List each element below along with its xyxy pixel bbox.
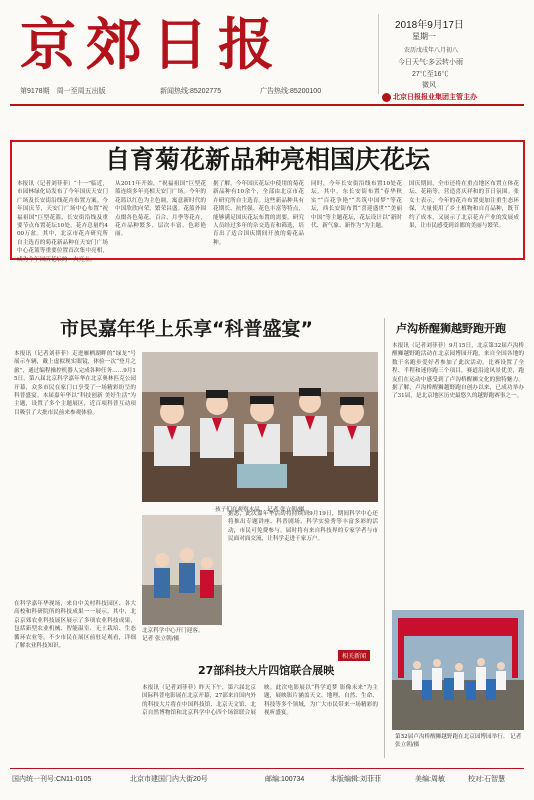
ad-phone: 广告热线:85200100 bbox=[260, 88, 322, 95]
weekday: 星期一 bbox=[412, 32, 436, 41]
lunar-date: 农历戊戌年八月初八 bbox=[404, 48, 459, 54]
lead-story-col4: 同时，今年长安街沿线布置10处花坛。其中，东长安街布置“春华秋实”“百花争艳”“共筑中国梦”等花坛，西长安街布置“喜迎盛世”“美丽中国”等主题花坛，花坛设计以“新时代、新气象、新作为”为主题。 bbox=[311, 181, 402, 230]
masthead-divider bbox=[378, 14, 379, 94]
run-photo bbox=[392, 610, 524, 730]
kids-crystal-photo bbox=[142, 352, 378, 502]
science-center-photo bbox=[142, 515, 222, 625]
masthead-rule bbox=[10, 104, 524, 106]
story2-col2: 在科学嘉年华现场，来自中关村科技园区、各大高校和科研院所的科技成果一一展示。其中，北京京郊农业科技展区展示了多项农业科技成果，包括新型农业机械、智能温室、无土栽培、生态循环农业等。不少市民在展区前驻足观看，详细了解农业科技知识。 bbox=[14, 601, 136, 650]
story4-headline: 27部科技大片四馆联合展映 bbox=[198, 664, 335, 677]
publisher-logo-icon bbox=[382, 93, 391, 102]
lead-story-col2: 从2011年开始，“祝福祖国”巨型花篮连续多年亮相天安门广场。今年的花篮以红色为主色调，寓意新时代的中国欣欣向荣、繁荣昌盛。花篮外围点缀各色菊花、百合、月季等花卉，花卉品种繁多、层次丰富、色彩艳丽。 bbox=[115, 181, 206, 238]
newsroom-phone: 新闻热线:85202775 bbox=[160, 88, 222, 95]
story3-headline: 卢沟桥醒狮越野跑开跑 bbox=[396, 322, 506, 335]
lead-story-col3: 据了解，今年国庆花坛中使用的菊花新品种有10余个，全部由北京市花卉研究所自主选育。这些新品种具有花期长、抗性强、花色丰富等特点，能够满足国庆花坛布置的需要。研究人员经过多年的杂交选育和筛选，培育出了适合国庆期间开放的菊花品种。 bbox=[213, 181, 304, 246]
story2-col3: 据悉，此次嘉年华活动将持续到9月19日，期间科学中心还将推出专题讲座、科普剧场、科学实验秀等丰富多彩的活动，市民可免费参与。届时将有来自科技界的专家学者与市民面对面交流，让科学走进千家万户。 bbox=[228, 511, 378, 543]
publisher-label: 北京日报报业集团主管主办 bbox=[393, 94, 477, 101]
story2-col1: 本报讯（记者刘菲菲）走进雁栖湖畔的“绿龙”号展示车辆，戴上虚拟现实眼镜，体验一次“登月之旅”，通过编程操控机器人完成各种任务……9月15日，第八届北京科学嘉年华在北京奥林匹克公园开幕，众多市民在家门口享受了一场精彩纷呈的科普盛宴。本届嘉年华以“科技创新 美好生活”为主题，设置了多个主题展区，近百项科普互动项目吸引了大批市民前来参观体验。 bbox=[14, 351, 136, 416]
footer-address: 北京市建国门内大街20号 bbox=[130, 776, 208, 783]
newspaper-title: 京郊日报 bbox=[20, 12, 284, 78]
story2-caption1: 孩子们在观察水晶。 记者 张立朝/摄 bbox=[215, 507, 305, 513]
story3-body: 本报讯（记者刘菲菲）9月15日，北京第32届卢沟桥醒狮越野跑活动在北京园博园开跑，来自全国各地的数千名跑步爱好者参加了此次活动。比赛设置了全程、半程和迷你跑三个项目，赛道沿途风景优美，跑友们在运动中感受到了卢沟桥醒狮文化的独特魅力。据了解，卢沟桥醒狮越野跑自创办以来，已成功举办了31届，是北京地区历史最悠久的越野跑赛事之一。 bbox=[392, 343, 524, 400]
publisher bbox=[382, 92, 477, 102]
footer-art-editor: 美编:周敏 bbox=[415, 776, 445, 783]
related-news-tag: 相关新闻 bbox=[338, 650, 370, 661]
weather: 今日天气:多云转小雨 bbox=[398, 59, 463, 66]
footer-proofreader: 校对:石智慧 bbox=[468, 776, 505, 783]
footer-issn: 国内统一刊号:CN11-0105 bbox=[12, 776, 92, 783]
story2-caption2: 北京科学中心开门迎客。 记者 张立朝/摄 bbox=[142, 628, 204, 642]
lead-story-col1: 本报讯（记者刘菲菲）“十一”临近，市园林绿化局发布了今年国庆天安门广场及长安街沿线花卉布置方案。今年国庆节，天安门广场中心布置“祝福祖国”巨型花篮，长安街沿线及重要节点布置花坛10处，花卉总量约400万盆。其中，北京市花卉研究所自主选育的菊花新品种在天安门广场中心花篮等重要位置首次集中亮相，成为今年国庆花坛的一大亮点。 bbox=[17, 181, 108, 263]
story3-caption: 第32届卢沟桥醒狮越野跑在北京园博园举行。 记者 张立朝/摄 bbox=[395, 734, 522, 748]
lead-headline: 自育菊花新品种亮相国庆花坛 bbox=[104, 145, 430, 174]
wind: 微风 bbox=[422, 82, 436, 89]
column-divider bbox=[384, 318, 385, 758]
footer-chief-editor: 本版编辑:刘菲菲 bbox=[330, 776, 381, 783]
footer-rule bbox=[10, 768, 524, 769]
lead-story-col5: 国庆期间，全市还将在重点地区布置立体花坛、花箱等，营造喜庆祥和的节日氛围。张女士表示，今年的花卉布置更加注重生态环保，大量使用了乡土植物和自育品种，既节约了成本，又展示了北京花卉产业的发展成果，让市民感受到首都的美丽与繁荣。 bbox=[409, 181, 519, 230]
issue-line: 第9178期 周一至周五出版 bbox=[20, 88, 106, 95]
story2-headline: 市民嘉年华上乐享“科普盛宴” bbox=[60, 318, 313, 340]
issue-date: 2018年9月17日 bbox=[395, 20, 464, 31]
temperature: 27℃至16℃ bbox=[412, 71, 449, 78]
story4-body: 本报讯（记者刘菲菲）昨天下午，第六届北京国际科普电影展在北京开幕，27部来自国内外的科技大片将在中国科技馆、北京天文馆、北京自然博物馆和北京科学中心四个场馆联合展映。此次电影展以“科学追梦 影像未来”为主题，展映影片涵盖天文、地理、自然、生命、科技等多个领域，为广大市民带来一场精彩的视听盛宴。 bbox=[142, 685, 378, 717]
footer-postcode: 邮编:100734 bbox=[265, 776, 305, 783]
